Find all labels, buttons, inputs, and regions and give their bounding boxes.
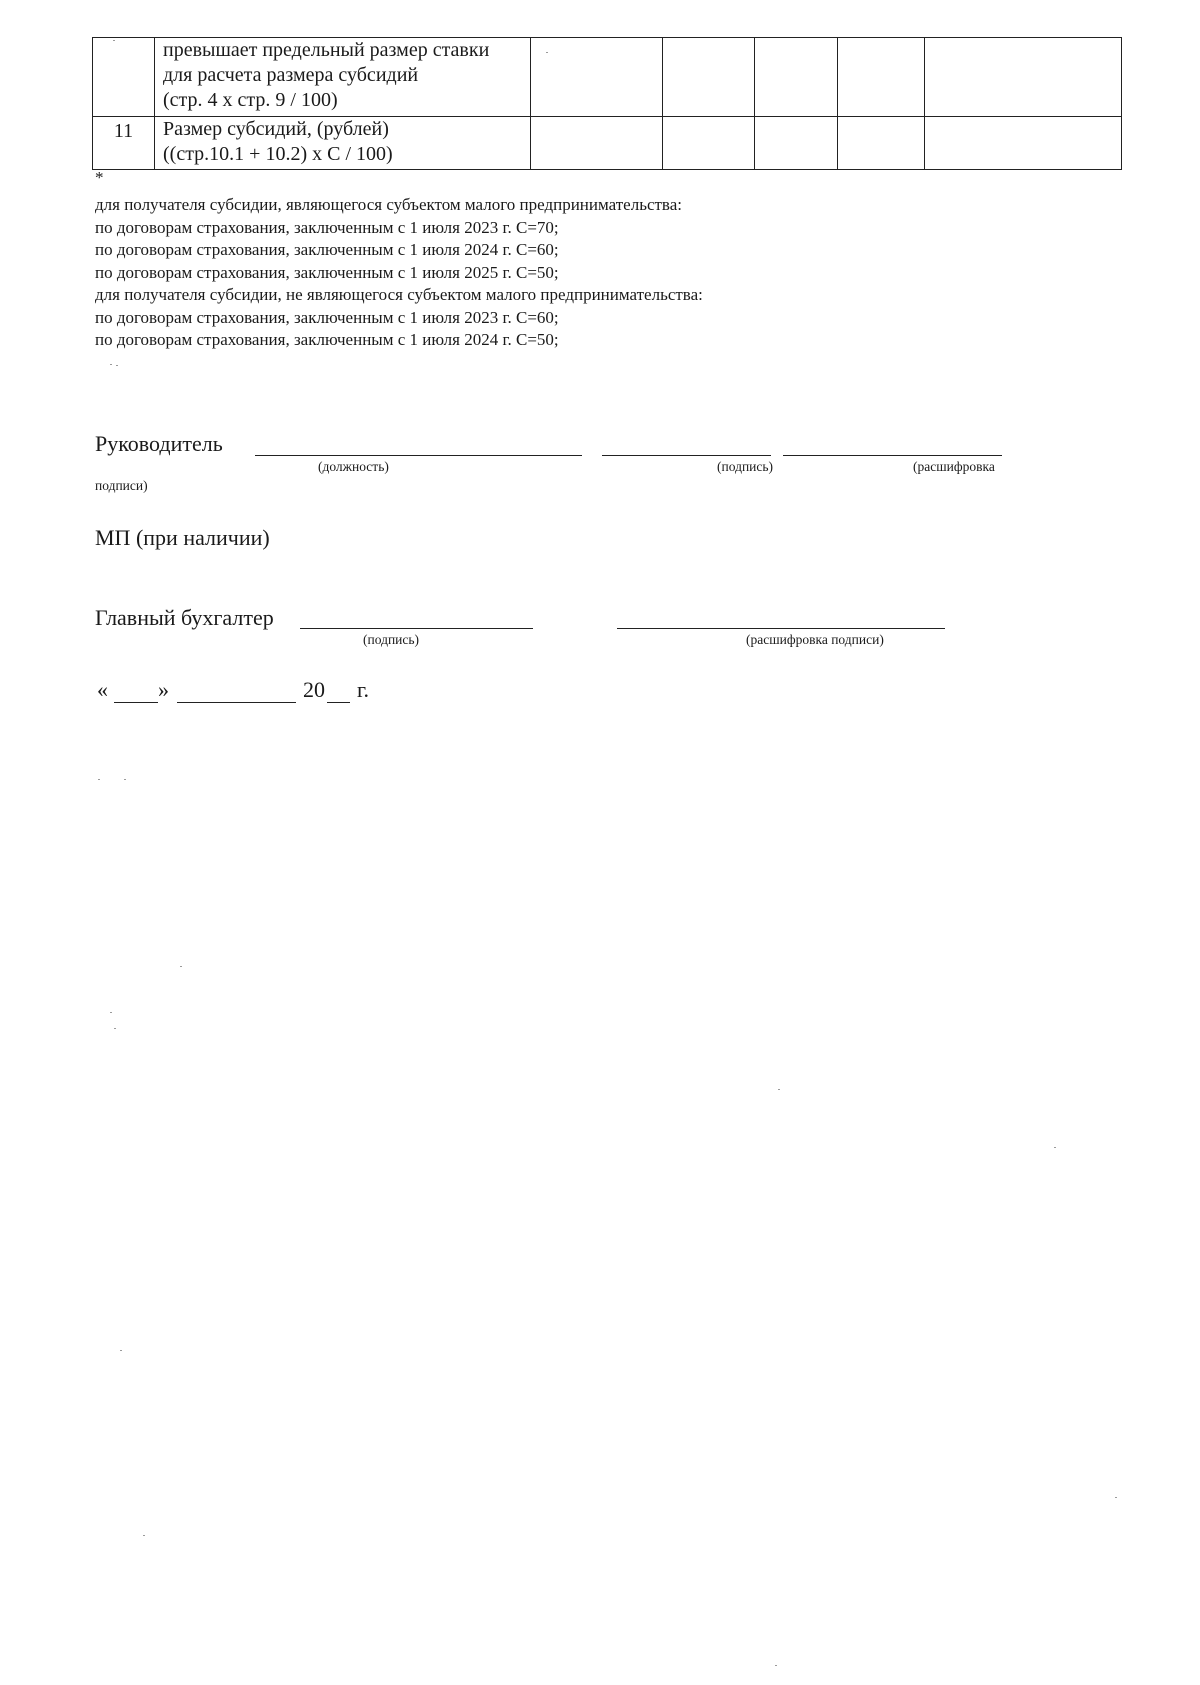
footnote-line: по договорам страхования, заключенным с 1 июля 2023 г. С=60; [95,307,559,327]
date-close-quote: » [158,677,169,702]
subsidy-calculation-table [92,37,1122,170]
description-line: превышает предельный размер ставки [163,39,490,61]
row-description-cell [155,38,531,117]
position-caption: (должность) [318,459,389,474]
head-label: Руководитель [95,431,223,456]
scan-speck [775,1665,777,1666]
scan-speck [1054,1147,1056,1148]
row-number-cell: 11 [93,117,155,170]
scan-speck [110,1012,112,1013]
row-description-cell [155,117,531,170]
date-open-quote: « [97,677,108,702]
accountant-signature-line[interactable] [300,628,533,629]
value-cell [755,117,838,170]
value-cell [838,38,925,117]
decoding-caption: (расшифровка [913,459,995,474]
description-line: для расчета размера субсидий [163,64,419,86]
footnote-line: для получателя субсидии, не являющегося субъектом малого предпринимательства: [95,285,703,304]
footnote-line: по договорам страхования, заключенным с 1 июля 2024 г. С=50; [95,330,559,349]
accountant-signature-caption: (подпись) [363,632,420,647]
scan-speck [778,1089,780,1090]
decoding-caption-continued: подписи) [95,478,148,493]
footnote-line: по договорам страхования, заключенным с 1 июля 2025 г. С=50; [95,262,559,282]
description-line: Размер субсидий, (рублей) [163,118,389,140]
position-signature-line[interactable] [255,455,582,456]
signature-caption: (подпись) [717,459,774,474]
scan-speck [98,779,100,780]
scan-speck [110,364,112,365]
footnote-line: для получателя субсидии, являющегося субъектом малого предпринимательства: [95,195,682,214]
description-line: (стр. 4 х стр. 9 / 100) [163,89,338,111]
scan-speck [143,1535,145,1536]
date-month-line[interactable] [177,702,296,703]
value-cell [663,38,755,117]
value-cell [531,117,663,170]
scan-speck [124,779,126,780]
value-cell [925,38,1122,117]
footnote-line: по договорам страхования, заключенным с 1 июля 2023 г. С=70; [95,217,559,237]
date-year-prefix: 20 [303,677,325,702]
scan-speck [546,52,548,53]
stamp-label: МП (при наличии) [95,525,270,550]
date-year-suffix: г. [357,677,370,702]
scan-speck [113,40,115,41]
value-cell [925,117,1122,170]
footnote-line: по договорам страхования, заключенным с 1 июля 2024 г. С=60; [95,240,559,259]
value-cell [531,38,663,117]
scan-speck [1115,1497,1117,1498]
chief-accountant-label: Главный бухгалтер [95,605,274,630]
row-number-cell [93,38,155,117]
scan-speck [114,1028,116,1029]
scan-speck [116,365,118,366]
scan-speck [120,1350,122,1351]
date-year-line[interactable] [327,702,350,703]
accountant-decoding-line[interactable] [617,628,945,629]
value-cell [663,117,755,170]
footnote-text [95,194,703,352]
date-day-line[interactable] [114,702,158,703]
head-decoding-line[interactable] [783,455,1002,456]
description-line: ((стр.10.1 + 10.2) х С / 100) [163,143,393,165]
footnote-marker: * [95,168,104,187]
accountant-decoding-caption: (расшифровка подписи) [746,632,884,647]
scan-speck [180,966,182,967]
value-cell [755,38,838,117]
head-signature-line[interactable] [602,455,771,456]
table-row [93,117,1122,170]
table-row [93,38,1122,117]
value-cell [838,117,925,170]
